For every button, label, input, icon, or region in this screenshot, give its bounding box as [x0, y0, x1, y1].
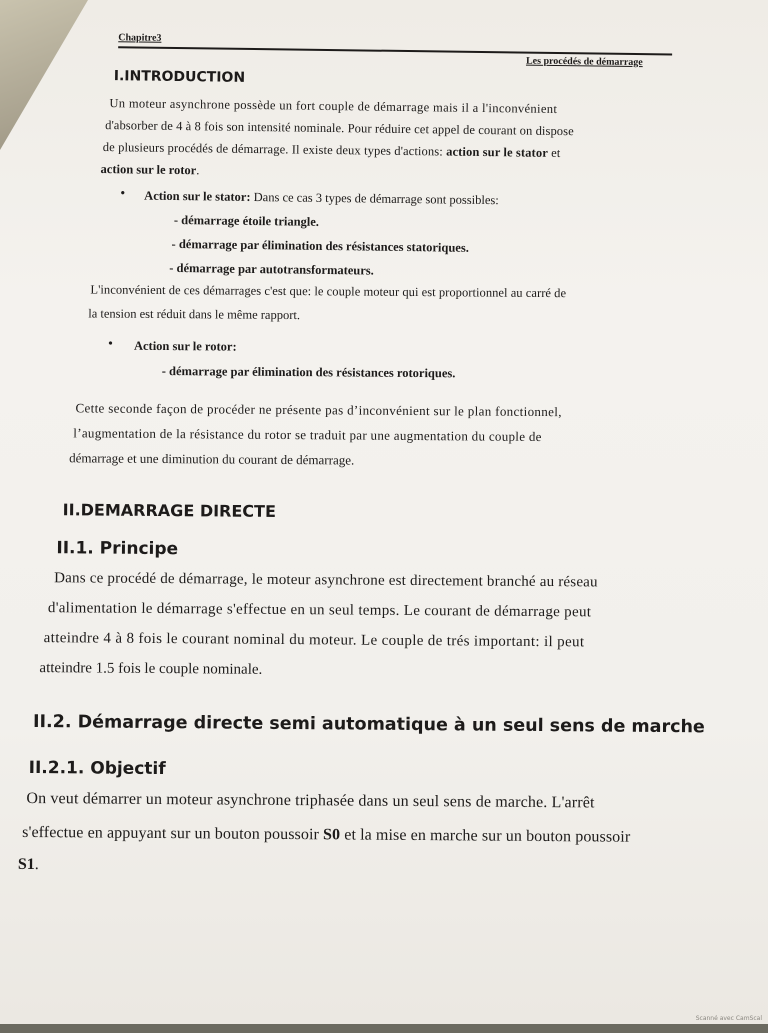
principe-line-3: atteindre 4 à 8 fois le courant nominal du moteur. Le couple de trés important: il peut: [43, 630, 585, 651]
objectif-heading: II.2.1. Objectif: [28, 757, 166, 780]
second-line-1: Cette seconde façon de procéder ne présente pas d’inconvénient sur le plan fonctionnel,: [75, 400, 562, 420]
principe-heading: II.1. Principe: [56, 538, 179, 560]
intro-line-4: action sur le rotor.: [100, 162, 200, 178]
objectif-line-1: On veut démarrer un moteur asynchrone triphasée dans un seul sens de marche. L'arrêt: [26, 789, 595, 812]
stator-bullet-icon: •: [120, 186, 126, 202]
second-line-2: l’augmentation de la résistance du rotor se traduit par une augmentation du couple de: [73, 425, 542, 445]
stator-item-1: - démarrage étoile triangle.: [173, 212, 320, 229]
objectif-line-2: s'effectue en appuyant sur un bouton poussoir S0 et la mise en marche sur un bouton poussoir: [22, 823, 631, 846]
principe-line-1: Dans ce procédé de démarrage, le moteur asynchrone est directement branché au réseau: [54, 570, 598, 591]
rotor-label: Action sur le rotor:: [133, 338, 237, 354]
stator-line: Action sur le stator: Dans ce cas 3 types de démarrage sont possibles:: [144, 188, 499, 208]
intro-line-1: Un moteur asynchrone possède un fort couple de démarrage mais il a l'inconvénient: [109, 96, 558, 116]
semi-heading: II.2. Démarrage directe semi automatique à un seul sens de marche: [32, 712, 705, 738]
direct-heading: II.DEMARRAGE DIRECTE: [62, 500, 277, 521]
chapter-label: Chapitre3: [118, 32, 162, 44]
objectif-line-3: S1.: [17, 855, 39, 874]
rotor-bullet-icon: •: [107, 336, 113, 352]
principe-line-2: d'alimentation le démarrage s'effectue en un seul temps. Le courant de démarrage peut: [47, 600, 592, 621]
section-label: Les procédés de démarrage: [525, 55, 643, 69]
second-line-3: démarrage et une diminution du courant de démarrage.: [69, 450, 355, 468]
drawback-line-2: la tension est réduit dans le même rapport.: [88, 306, 301, 323]
intro-line-2: d'absorber de 4 à 8 fois son intensité nominale. Pour réduire cet appel de courant on dispose: [105, 118, 574, 139]
stator-item-3: - démarrage par autotransformateurs.: [169, 260, 374, 278]
intro-heading: I.INTRODUCTION: [113, 68, 246, 86]
rotor-item: - démarrage par élimination des résistances rotoriques.: [161, 364, 456, 381]
stator-item-2: - démarrage par élimination des résistances statoriques.: [171, 236, 469, 255]
principe-line-4: atteindre 1.5 fois le couple nominale.: [39, 660, 263, 678]
intro-line-3: de plusieurs procédés de démarrage. Il existe deux types d'actions: action sur le stator et: [102, 140, 561, 161]
drawback-line-1: L'inconvénient de ces démarrages c'est que: le couple moteur qui est proportionnel au carré de: [90, 282, 567, 301]
scanner-watermark: Scanné avec CamScal: [695, 1015, 762, 1022]
